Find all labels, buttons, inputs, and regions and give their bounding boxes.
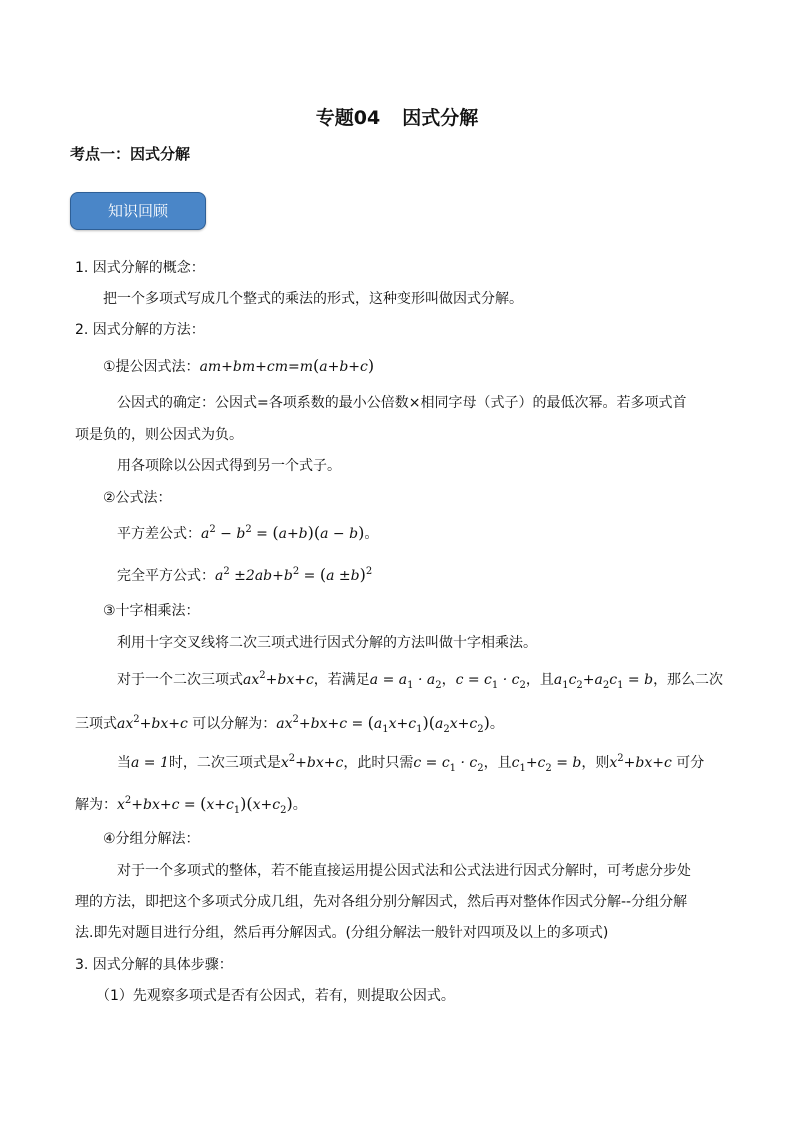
- method-1-label: ①提公因式法：: [103, 359, 200, 375]
- item-1-heading: 1. 因式分解的概念：: [75, 260, 205, 276]
- method-4-label: ④分组分解法：: [103, 831, 200, 847]
- method-3-line-2: 三项式$ax^2+bx+c$ 可以分解为：$ax^2+bx+c = (a_1x+c_1)(a_2x+c_2)$。: [75, 713, 504, 735]
- title-topic: 因式分解: [402, 107, 479, 129]
- item-3-step-1: （1）先观察多项式是否有公因式，若有，则提取公因式。: [96, 988, 455, 1004]
- method-3-line-4: 解为：$x^2+bx+c = (x+c_1)(x+c_2)$。: [75, 794, 307, 816]
- method-1-line: [103, 356, 374, 377]
- formula-difference-of-squares: $a^2 - b^2 = (a+b)(a - b)$: [201, 523, 365, 542]
- difference-of-squares-line: 平方差公式：$a^2 - b^2 = (a+b)(a - b)$。: [117, 523, 379, 542]
- method-2-label: ②公式法：: [103, 490, 172, 506]
- item-1-body: 把一个多项式写成几个整式的乘法的形式，这种变形叫做因式分解。: [103, 291, 523, 307]
- method-1-note-b: 项是负的，则公因式为负。: [75, 427, 243, 443]
- method-3-intro: 利用十字交叉线将二次三项式进行因式分解的方法叫做十字相乘法。: [117, 635, 537, 651]
- perfect-square-line: 完全平方公式：$a^2 \pm 2ab+b^2 = (a \pm b)^2$: [117, 565, 373, 584]
- knowledge-review-badge: 知识回顾: [70, 192, 206, 230]
- method-4-text-b: 理的方法，即把这个多项式分成几组，先对各组分别分解因式，然后再对整体作因式分解--分组分解: [75, 894, 688, 910]
- method-3-line-1: 对于一个二次三项式$ax^2+bx+c$，若满足$a = a_1 \cdot a_2$，$c = c_1 \cdot c_2$，且$a_1c_2+a_2c_1 = b$，那么二次: [117, 670, 724, 691]
- method-1-note-c: 用各项除以公因式得到另一个式子。: [117, 458, 341, 474]
- section-heading: 考点一：因式分解: [70, 145, 191, 163]
- item-3-heading: 3. 因式分解的具体步骤：: [75, 957, 233, 973]
- method-3-line-3: 当a = 1时，二次三项式是$x^2+bx+c$，此时只需$c = c_1 \cdot c_2$，且$c_1+c_2 = b$，则$x^2+bx+c$ 可分: [117, 753, 705, 774]
- page-title: [0, 105, 794, 131]
- method-4-text-a: 对于一个多项式的整体，若不能直接运用提公因式法和公式法进行因式分解时，可考虑分步处: [117, 863, 691, 879]
- method-3-label: ③十字相乘法：: [103, 603, 200, 619]
- title-number: 专题04: [315, 107, 381, 129]
- formula-perfect-square: $a^2 \pm 2ab+b^2 = (a \pm b)^2$: [215, 565, 373, 584]
- method-4-text-c: 法.即先对题目进行分组，然后再分解因式。(分组分解法一般针对四项及以上的多项式): [75, 925, 609, 941]
- method-1-note-a: 公因式的确定：公因式=各项系数的最小公倍数×相同字母（式子）的最低次幂。若多项式首: [117, 395, 687, 411]
- formula-common-factor: am+bm+cm=m(a+b+c): [199, 356, 375, 375]
- item-2-heading: 2. 因式分解的方法：: [75, 322, 205, 338]
